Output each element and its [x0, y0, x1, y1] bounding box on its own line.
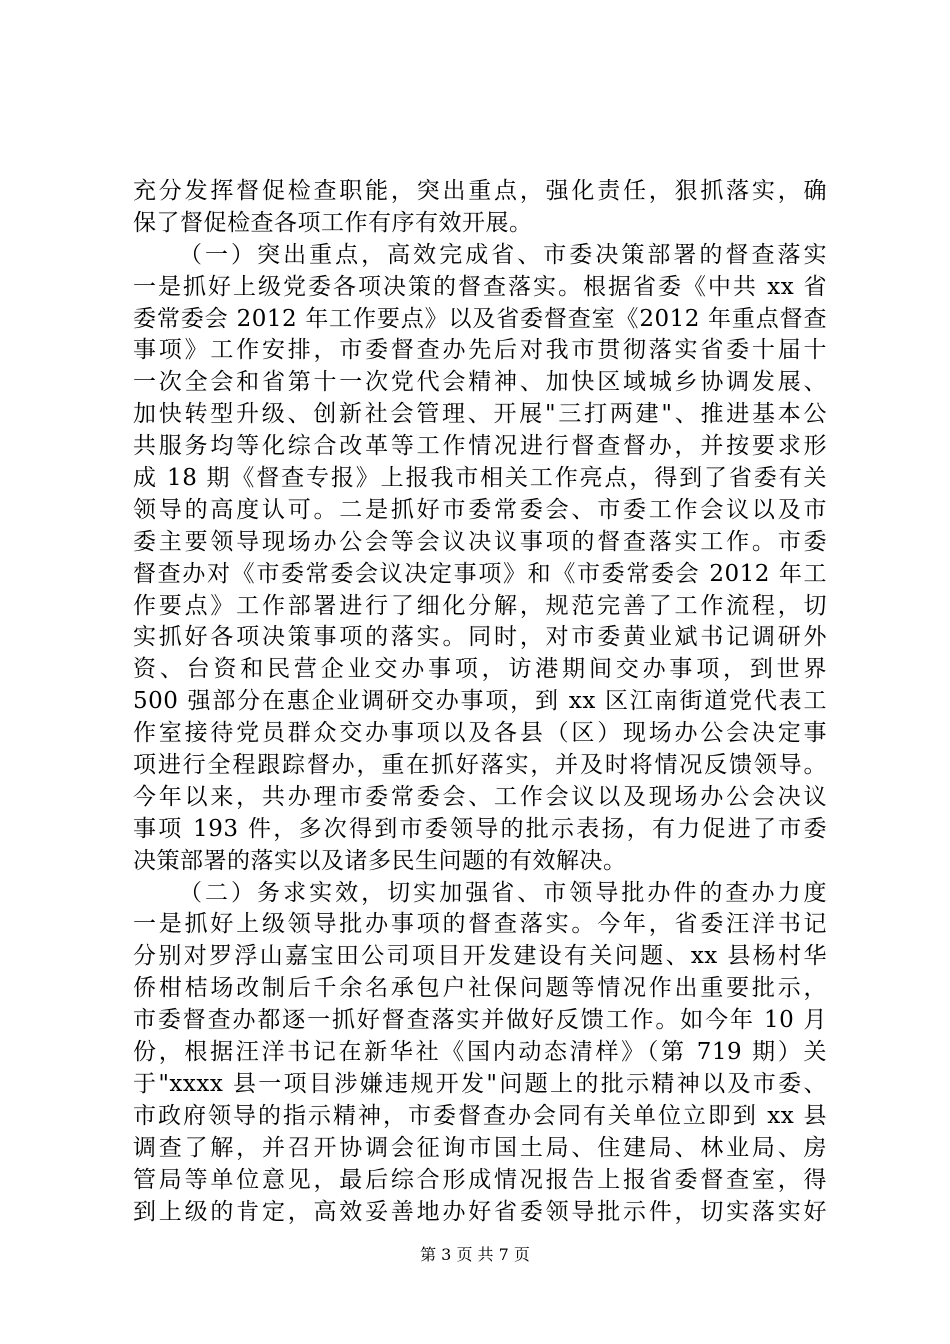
text-line: 资、台资和民营企业交办事项，访港期间交办事项，到世界: [133, 656, 827, 683]
text-line: 共服务均等化综合改革等工作情况进行督查督办，并按要求形: [133, 433, 827, 460]
text-line: 事项》工作安排，市委督查办先后对我市贯彻落实省委十届十: [133, 337, 827, 364]
text-line: 委主要领导现场办公会等会议决议事项的督查落实工作。市委: [133, 528, 827, 555]
text-line: 侨柑桔场改制后千余名承包户社保问题等情况作出重要批示，: [133, 975, 827, 1002]
text-line: 市委督查办都逐一抓好督查落实并做好反馈工作。如今年 10 月: [133, 1007, 827, 1034]
text-line: 分别对罗浮山嘉宝田公司项目开发建设有关问题、xx 县杨村华: [133, 943, 827, 970]
text-line: 到上级的肯定，高效妥善地办好省委领导批示件，切实落实好: [133, 1198, 827, 1225]
text-line: 实抓好各项决策事项的落实。同时，对市委黄业斌书记调研外: [133, 624, 827, 651]
text-line: 委常委会 2012 年工作要点》以及省委督查室《2012 年重点督查: [133, 305, 827, 332]
text-line: 作室接待党员群众交办事项以及各县（区）现场办公会决定事: [133, 720, 827, 747]
text-line: 500 强部分在惠企业调研交办事项，到 xx 区江南街道党代表工: [133, 688, 827, 715]
text-line: 督查办对《市委常委会议决定事项》和《市委常委会 2012 年工: [133, 560, 827, 587]
text-line: 项进行全程跟踪督办，重在抓好落实，并及时将情况反馈领导。: [133, 752, 827, 779]
page-footer: 第 3 页 共 7 页: [420, 1245, 530, 1264]
text-line: 一次全会和省第十一次党代会精神、加快区域城乡协调发展、: [133, 369, 827, 396]
text-line: 调查了解，并召开协调会征询市国土局、住建局、林业局、房: [133, 1134, 827, 1161]
text-line: 领导的高度认可。二是抓好市委常委会、市委工作会议以及市: [133, 496, 827, 523]
text-line: 一是抓好上级领导批办事项的督查落实。今年，省委汪洋书记: [133, 911, 827, 938]
text-line: 事项 193 件，多次得到市委领导的批示表扬，有力促进了市委: [133, 815, 827, 842]
text-line: 作要点》工作部署进行了细化分解，规范完善了工作流程，切: [133, 592, 827, 619]
text-line: 成 18 期《督查专报》上报我市相关工作亮点，得到了省委有关: [133, 465, 827, 492]
text-line: 今年以来，共办理市委常委会、工作会议以及现场办公会决议: [133, 783, 827, 810]
text-line: （一）突出重点，高效完成省、市委决策部署的督查落实: [179, 241, 827, 268]
text-line: （二）务求实效，切实加强省、市领导批办件的查办力度: [179, 879, 827, 906]
text-line: 保了督促检查各项工作有序有效开展。: [133, 209, 533, 236]
text-line: 一是抓好上级党委各项决策的督查落实。根据省委《中共 xx 省: [133, 273, 827, 300]
text-line: 份，根据汪洋书记在新华社《国内动态清样》（第 719 期）关: [133, 1039, 827, 1066]
document-body: [133, 176, 827, 1228]
text-line: 加快转型升级、创新社会管理、开展"三打两建"、推进基本公: [133, 401, 827, 428]
text-line: 充分发挥督促检查职能，突出重点，强化责任，狠抓落实，确: [133, 178, 827, 204]
text-line: 决策部署的落实以及诸多民生问题的有效解决。: [133, 847, 627, 874]
text-line: 管局等单位意见，最后综合形成情况报告上报省委督查室，得: [133, 1166, 827, 1193]
text-line: 市政府领导的指示精神，市委督查办会同有关单位立即到 xx 县: [133, 1102, 827, 1129]
text-line: 于"xxxx 县一项目涉嫌违规开发"问题上的批示精神以及市委、: [133, 1070, 827, 1097]
